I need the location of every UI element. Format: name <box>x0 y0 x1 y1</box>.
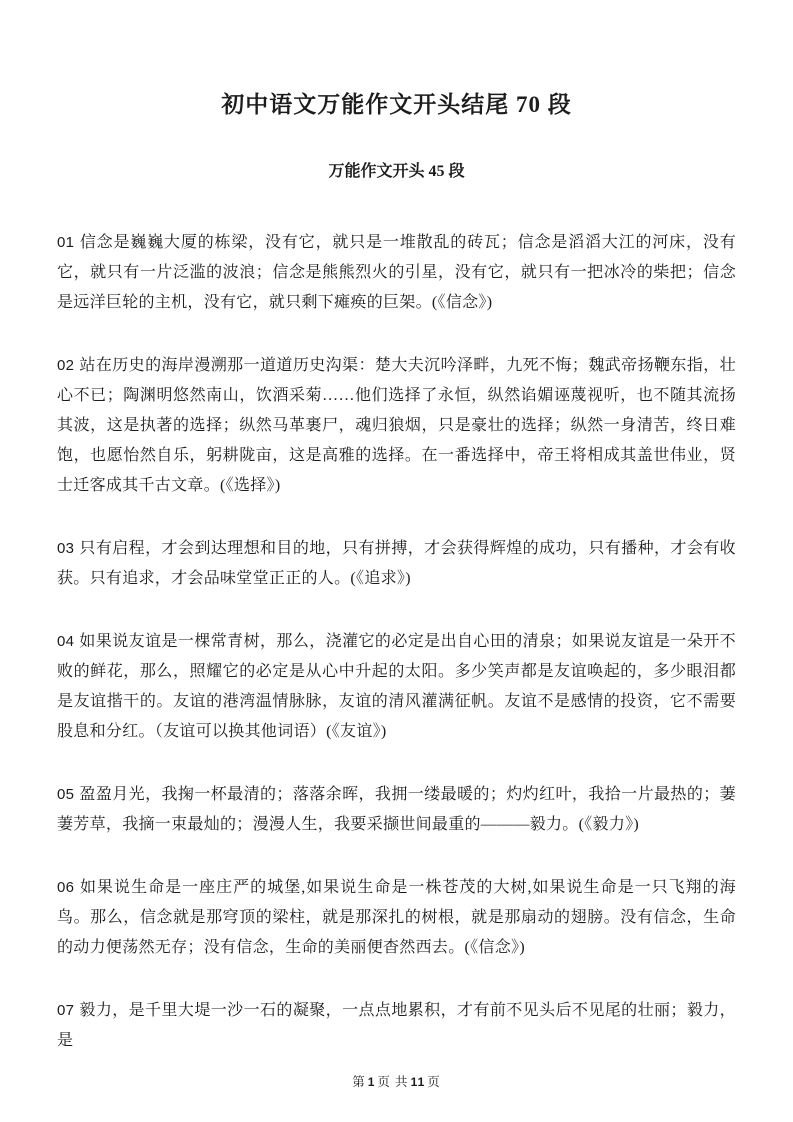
footer-label-suffix: 页 <box>427 1075 441 1089</box>
paragraph-text: 如果说生命是一座庄严的城堡,如果说生命是一株苍茂的大树,如果说生命是一只飞翔的海鸟。那么，信念就是那穹顶的梁柱，就是那深扎的树根，就是那扇动的翅膀。没有信念，生命的动力便荡然无存；没有信念，生命的美丽便杳然西去。(《信念》) <box>57 879 736 956</box>
section-heading: 万能作文开头 45 段 <box>328 163 465 180</box>
paragraph-number: 07 <box>57 1002 75 1019</box>
footer-label-prefix: 第 <box>352 1075 366 1089</box>
essay-paragraph-01 <box>57 228 736 318</box>
paragraph-number: 06 <box>57 879 75 896</box>
essay-paragraph-06 <box>57 873 736 963</box>
essay-paragraph-05 <box>57 780 736 840</box>
paragraph-number: 03 <box>57 540 75 557</box>
paragraph-text: 盈盈月光，我掬一杯最清的；落落余晖，我拥一缕最暖的；灼灼红叶，我拾一片最热的；萋萋芳草，我摘一束最灿的；漫漫人生，我要采撷世间最重的———毅力。(《毅力》) <box>57 786 736 833</box>
paragraph-text: 如果说友谊是一棵常青树，那么，浇灌它的必定是出自心田的清泉；如果说友谊是一朵开不败的鲜花，那么，照耀它的必定是从心中升起的太阳。多少笑声都是友谊唤起的，多少眼泪都是友谊揩干的。友谊的港湾温情脉脉，友谊的清风灌满征帆。友谊不是感情的投资，它不需要股息和分红。（友谊可以换其他词语）(《友谊》) <box>57 633 736 740</box>
page-footer <box>57 1072 736 1090</box>
essay-paragraph-03 <box>57 534 736 594</box>
paragraph-list <box>57 228 736 1056</box>
essay-paragraph-04 <box>57 627 736 747</box>
paragraph-text: 信念是巍巍大厦的栋梁，没有它，就只是一堆散乱的砖瓦；信念是滔滔大江的河床，没有它，就只有一片泛滥的波浪；信念是熊熊烈火的引星，没有它，就只有一把冰冷的柴把；信念是远洋巨轮的主机，没有它，就只剩下瘫痪的巨架。(《信念》) <box>57 234 736 311</box>
footer-total-pages: 11 <box>410 1075 426 1089</box>
paragraph-text: 站在历史的海岸漫溯那一道道历史沟渠：楚大夫沉吟泽畔，九死不悔；魏武帝扬鞭东指，壮心不已；陶渊明悠然南山，饮酒采菊……他们选择了永恒，纵然谄媚诬蔑视听，也不随其流扬其波，这是执著的选择；纵然马革裹尸，魂归狼烟，只是豪壮的选择；纵然一身清苦，终日难饱，也愿怡然自乐，躬耕陇亩，这是高雅的选择。在一番选择中，帝王将相成其盖世伟业，贤士迁客成其千古文章。(《选择》) <box>57 357 736 494</box>
essay-paragraph-02 <box>57 351 736 501</box>
essay-paragraph-07 <box>57 996 736 1056</box>
footer-page-number: 1 <box>367 1075 376 1089</box>
footer-label-mid: 页 共 <box>377 1075 409 1089</box>
document-title: 初中语文万能作文开头结尾 70 段 <box>221 92 572 117</box>
paragraph-number: 05 <box>57 786 75 803</box>
paragraph-number: 04 <box>57 633 75 650</box>
paragraph-number: 01 <box>57 234 75 251</box>
paragraph-number: 02 <box>57 357 75 374</box>
paragraph-text: 只有启程，才会到达理想和目的地，只有拼搏，才会获得辉煌的成功，只有播种，才会有收获。只有追求，才会品味堂堂正正的人。(《追求》) <box>57 540 736 587</box>
paragraph-text: 毅力，是千里大堤一沙一石的凝聚，一点点地累积，才有前不见头后不见尾的壮丽；毅力，是 <box>57 1002 736 1049</box>
